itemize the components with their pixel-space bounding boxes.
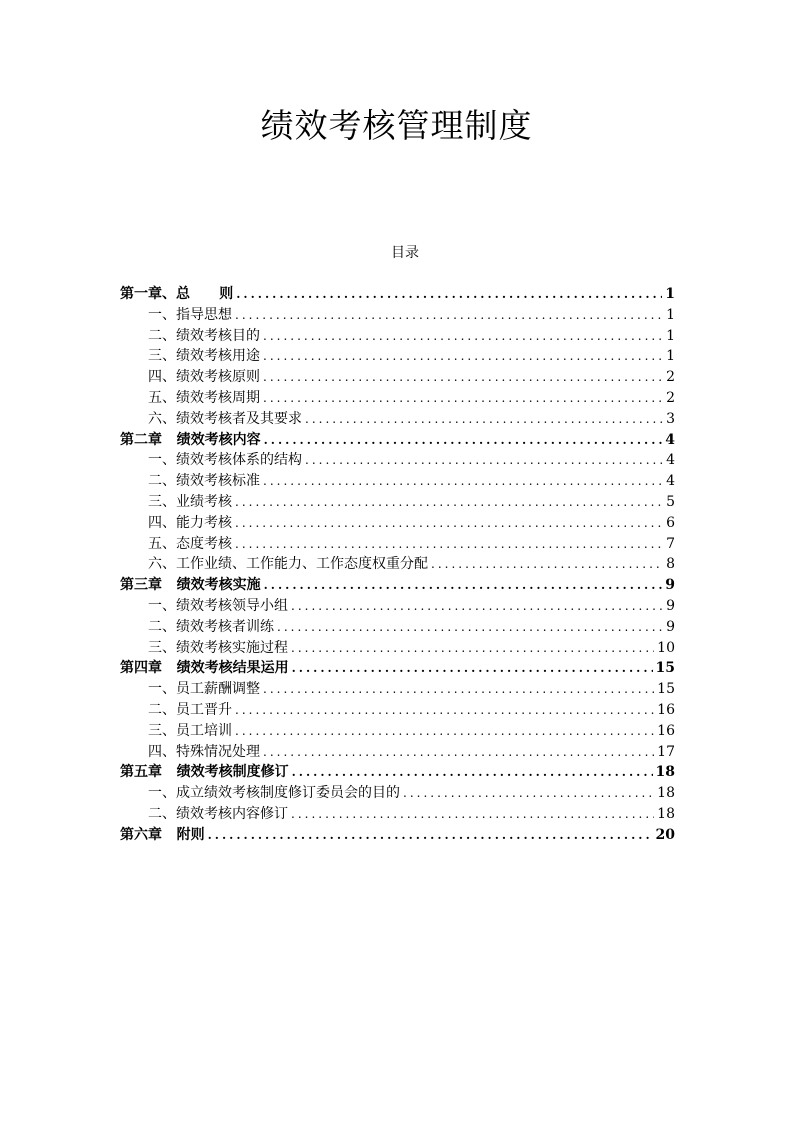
toc-section-entry[interactable] <box>120 721 675 742</box>
toc-entry-label: 三、业绩考核 <box>148 493 232 510</box>
toc-dot-leader <box>263 471 663 492</box>
toc-section-entry[interactable] <box>120 534 675 555</box>
toc-entry-label: 四、能力考核 <box>148 514 232 531</box>
toc-page-number: 18 <box>657 785 675 802</box>
toc-section-entry[interactable] <box>120 554 675 575</box>
toc-dot-leader <box>305 450 663 471</box>
toc-section-entry[interactable] <box>120 305 675 326</box>
toc-entry-label: 第二章 绩效考核内容 <box>120 431 261 448</box>
toc-entry-label: 三、员工培训 <box>148 722 232 739</box>
toc-dot-leader <box>277 617 663 638</box>
toc-dot-leader <box>264 575 663 596</box>
toc-dot-leader <box>292 762 653 783</box>
toc-dot-leader <box>431 554 663 575</box>
toc-page-number: 18 <box>657 805 675 822</box>
toc-dot-leader <box>235 534 663 555</box>
toc-dot-leader <box>305 409 663 430</box>
toc-page-number: 16 <box>657 701 675 718</box>
toc-entry-label: 二、绩效考核标准 <box>148 473 260 490</box>
toc-page-number: 4 <box>665 431 675 448</box>
toc-section-entry[interactable] <box>120 326 675 347</box>
toc-page-number: 2 <box>666 389 675 406</box>
toc-page-number: 1 <box>666 327 675 344</box>
toc-section-entry[interactable] <box>120 617 675 638</box>
toc-section-entry[interactable] <box>120 492 675 513</box>
toc-heading: 目录 <box>391 245 419 261</box>
toc-page-number: 3 <box>666 410 675 427</box>
toc-dot-leader <box>264 430 663 451</box>
toc-page-number: 18 <box>655 764 675 781</box>
toc-section-entry[interactable] <box>120 638 675 659</box>
toc-dot-leader <box>236 284 662 305</box>
toc-chapter-entry[interactable] <box>120 762 675 783</box>
toc-dot-leader <box>292 658 653 679</box>
toc-page-number: 1 <box>666 348 675 365</box>
toc-entry-label: 六、工作业绩、工作能力、工作态度权重分配 <box>148 556 428 573</box>
document-title: 绩效考核管理制度 <box>260 106 533 145</box>
toc-dot-leader <box>263 346 663 367</box>
toc-section-entry[interactable] <box>120 679 675 700</box>
toc-entry-label: 一、绩效考核领导小组 <box>148 597 288 614</box>
toc-section-entry[interactable] <box>120 450 675 471</box>
toc-dot-leader <box>291 638 654 659</box>
toc-entry-label: 六、绩效考核者及其要求 <box>148 410 302 427</box>
toc-chapter-entry[interactable] <box>120 430 675 451</box>
toc-dot-leader <box>263 367 663 388</box>
toc-dot-leader <box>263 679 654 700</box>
toc-page-number: 4 <box>666 473 675 490</box>
toc-section-entry[interactable] <box>120 804 675 825</box>
toc-page-number: 7 <box>666 535 675 552</box>
toc-section-entry[interactable] <box>120 471 675 492</box>
toc-page-number: 9 <box>666 618 675 635</box>
toc-entry-label: 三、绩效考核实施过程 <box>148 639 288 656</box>
toc-entry-label: 三、绩效考核用途 <box>148 348 260 365</box>
toc-page-number: 2 <box>666 369 675 386</box>
toc-section-entry[interactable] <box>120 742 675 763</box>
toc-entry-label: 二、绩效考核者训练 <box>148 618 274 635</box>
toc-dot-leader <box>235 513 663 534</box>
toc-dot-leader <box>263 388 663 409</box>
toc-section-entry[interactable] <box>120 700 675 721</box>
toc-entry-label: 四、绩效考核原则 <box>148 369 260 386</box>
toc-entry-label: 二、员工晋升 <box>148 701 232 718</box>
toc-dot-leader <box>235 305 663 326</box>
toc-dot-leader <box>235 700 654 721</box>
toc-chapter-entry[interactable] <box>120 658 675 679</box>
toc-entry-label: 二、绩效考核目的 <box>148 327 260 344</box>
toc-page-number: 9 <box>666 597 675 614</box>
toc-entry-label: 五、绩效考核周期 <box>148 389 260 406</box>
toc-page-number: 16 <box>657 722 675 739</box>
toc-dot-leader <box>291 804 654 825</box>
toc-entry-label: 一、成立绩效考核制度修订委员会的目的 <box>148 785 400 802</box>
toc-entry-label: 第三章 绩效考核实施 <box>120 577 261 594</box>
toc-dot-leader <box>208 825 653 846</box>
toc-page-number: 10 <box>657 639 675 656</box>
toc-page-number: 8 <box>666 556 675 573</box>
toc-dot-leader <box>403 783 654 804</box>
toc-dot-leader <box>291 596 663 617</box>
toc-dot-leader <box>235 492 663 513</box>
toc-entry-label: 二、绩效考核内容修订 <box>148 805 288 822</box>
toc-page-number: 5 <box>666 493 675 510</box>
toc-entry-label: 第一章、总 则 <box>120 286 234 302</box>
toc-entry-label: 第六章 附则 <box>120 826 205 843</box>
toc-page-number: 6 <box>666 514 675 531</box>
toc-section-entry[interactable] <box>120 513 675 534</box>
toc-entry-label: 一、员工薪酬调整 <box>148 681 260 698</box>
toc-entry-label: 第四章 绩效考核结果运用 <box>120 660 289 677</box>
toc-page-number: 9 <box>665 577 675 594</box>
toc-chapter-entry[interactable] <box>120 575 675 596</box>
toc-section-entry[interactable] <box>120 409 675 430</box>
toc-page-number: 17 <box>657 743 675 760</box>
toc-page-number: 15 <box>657 681 675 698</box>
toc-page-number: 1 <box>665 286 675 302</box>
toc-dot-leader <box>235 721 654 742</box>
toc-section-entry[interactable] <box>120 388 675 409</box>
toc-section-entry[interactable] <box>120 596 675 617</box>
toc-entry-label: 第五章 绩效考核制度修订 <box>120 764 289 781</box>
toc-chapter-entry[interactable] <box>120 284 675 305</box>
toc-page-number: 15 <box>655 660 675 677</box>
toc-section-entry[interactable] <box>120 367 675 388</box>
toc-entry-label: 五、态度考核 <box>148 535 232 552</box>
toc-entry-label: 一、指导思想 <box>148 306 232 323</box>
toc-dot-leader <box>263 742 654 763</box>
toc-dot-leader <box>263 326 663 347</box>
toc-section-entry[interactable] <box>120 783 675 804</box>
toc-page-number: 4 <box>666 452 675 469</box>
toc-section-entry[interactable] <box>120 346 675 367</box>
toc-page-number: 20 <box>655 826 675 843</box>
toc-page-number: 1 <box>666 306 675 323</box>
toc-entry-label: 一、绩效考核体系的结构 <box>148 452 302 469</box>
toc-entry-label: 四、特殊情况处理 <box>148 743 260 760</box>
table-of-contents <box>120 284 675 846</box>
toc-chapter-entry[interactable] <box>120 825 675 846</box>
